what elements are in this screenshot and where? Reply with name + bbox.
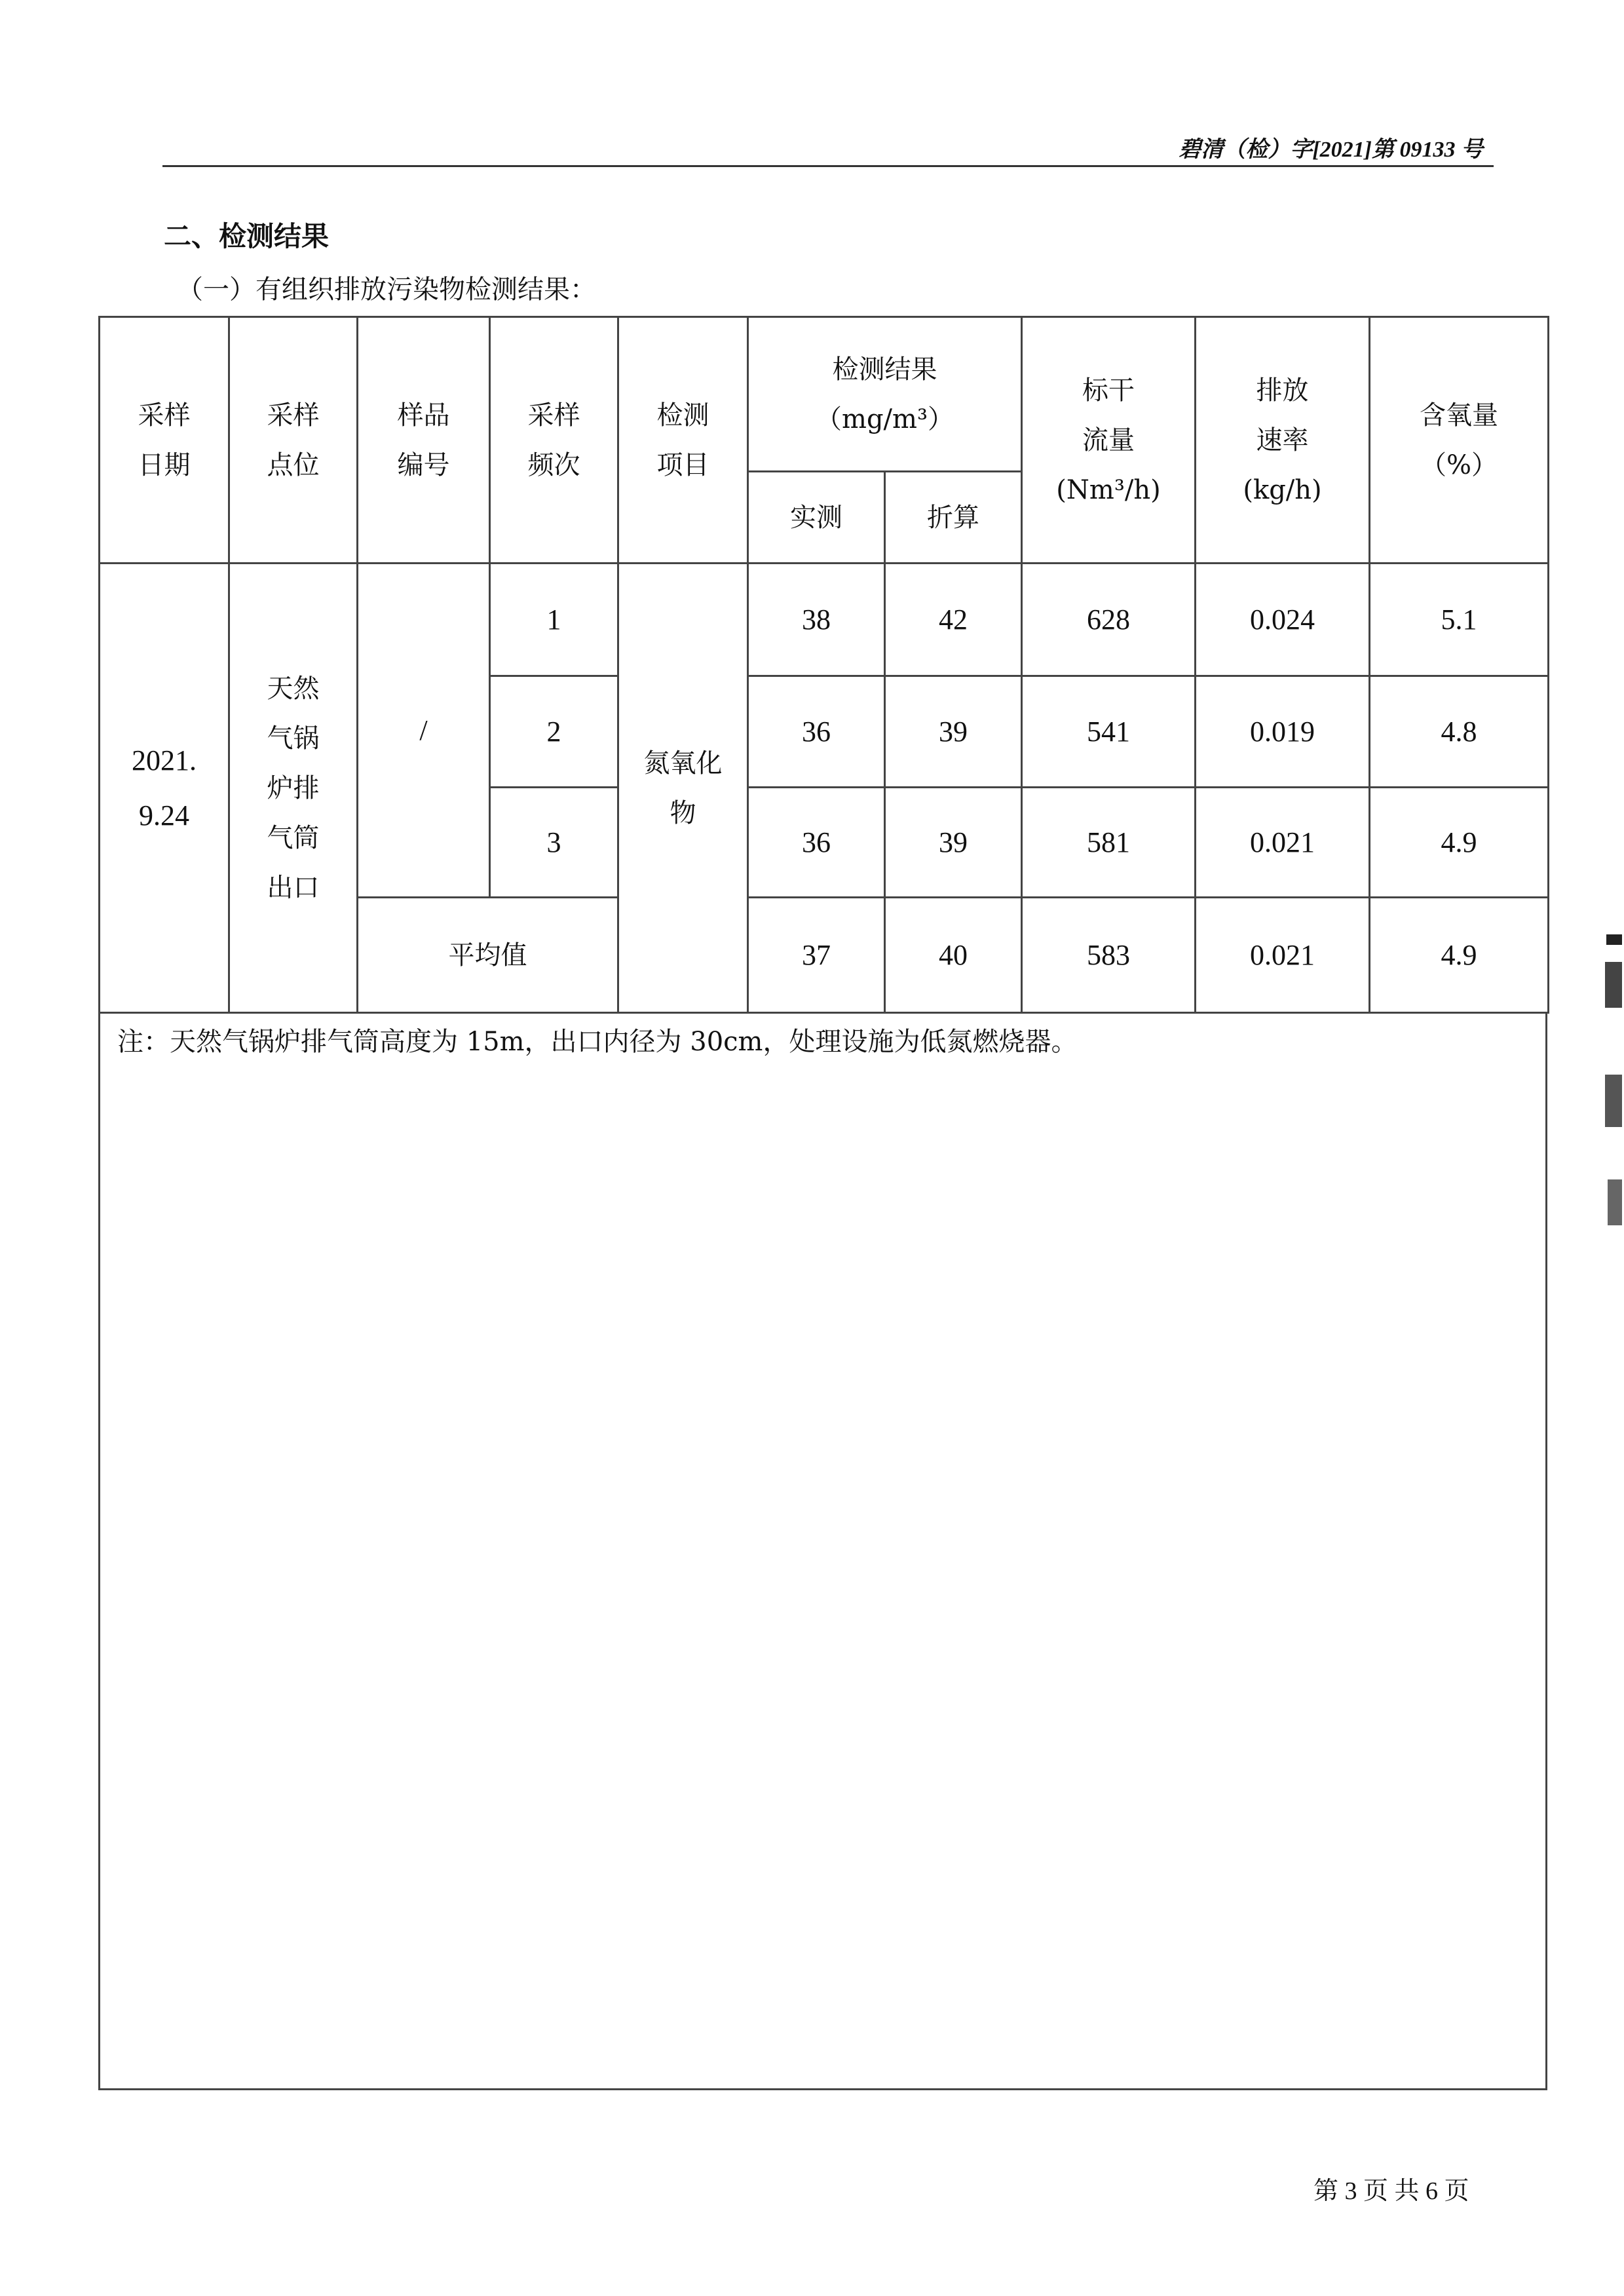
measured-cell: 38	[748, 564, 885, 676]
oxygen-cell: 4.9	[1370, 788, 1549, 898]
average-measured: 37	[748, 898, 885, 1013]
oxygen-cell: 4.8	[1370, 676, 1549, 788]
flow-cell: 541	[1022, 676, 1196, 788]
scan-mark	[1608, 1179, 1622, 1225]
flow-cell: 628	[1022, 564, 1196, 676]
header-converted: 折算	[885, 472, 1022, 564]
header-result-group: 检测结果 （mg/m³）	[748, 317, 1022, 472]
rate-cell: 0.019	[1196, 676, 1370, 788]
document-code: 碧清（检）字[2021]第 09133 号	[1179, 138, 1483, 162]
converted-cell: 42	[885, 564, 1022, 676]
frequency-cell: 2	[490, 676, 618, 788]
average-converted: 40	[885, 898, 1022, 1013]
header-location: 采样 点位	[229, 317, 358, 564]
header-row	[100, 317, 1549, 472]
header-rate: 排放 速率 (kg/h)	[1196, 317, 1370, 564]
page-number: 第 3 页 共 6 页	[1313, 2177, 1469, 2205]
header-measured: 实测	[748, 472, 885, 564]
header-oxygen: 含氧量 （%）	[1370, 317, 1549, 564]
header-rule	[162, 165, 1494, 167]
scan-mark	[1605, 1075, 1622, 1127]
frequency-cell: 1	[490, 564, 618, 676]
sample-number: /	[358, 564, 490, 898]
header-frequency: 采样 频次	[490, 317, 618, 564]
flow-cell: 581	[1022, 788, 1196, 898]
measured-cell: 36	[748, 788, 885, 898]
sample-date: 2021. 9.24	[100, 564, 229, 1013]
frequency-cell: 3	[490, 788, 618, 898]
average-oxygen: 4.9	[1370, 898, 1549, 1013]
header-item: 检测 项目	[618, 317, 748, 564]
section-title: 二、检测结果	[164, 220, 330, 252]
converted-cell: 39	[885, 788, 1022, 898]
header-sample-no: 样品 编号	[358, 317, 490, 564]
section-subtitle: （一）有组织排放污染物检测结果：	[177, 275, 596, 305]
average-flow: 583	[1022, 898, 1196, 1013]
measured-cell: 36	[748, 676, 885, 788]
emission-results-table	[98, 316, 1549, 1014]
note-box	[98, 1012, 1547, 2090]
rate-cell: 0.021	[1196, 788, 1370, 898]
scan-mark	[1605, 962, 1622, 1008]
test-item: 氮氧化 物	[618, 564, 748, 1013]
converted-cell: 39	[885, 676, 1022, 788]
scan-mark	[1606, 934, 1622, 945]
note-text: 注：天然气锅炉排气筒高度为 15m，出口内径为 30cm，处理设施为低氮燃烧器。	[117, 1027, 1078, 1057]
sampling-location: 天然 气锅 炉排 气筒 出口	[229, 564, 358, 1013]
oxygen-cell: 5.1	[1370, 564, 1549, 676]
header-date: 采样 日期	[100, 317, 229, 564]
table-row	[100, 564, 1549, 676]
average-rate: 0.021	[1196, 898, 1370, 1013]
header-flow: 标干 流量 (Nm³/h)	[1022, 317, 1196, 564]
average-label: 平均值	[358, 898, 618, 1013]
rate-cell: 0.024	[1196, 564, 1370, 676]
